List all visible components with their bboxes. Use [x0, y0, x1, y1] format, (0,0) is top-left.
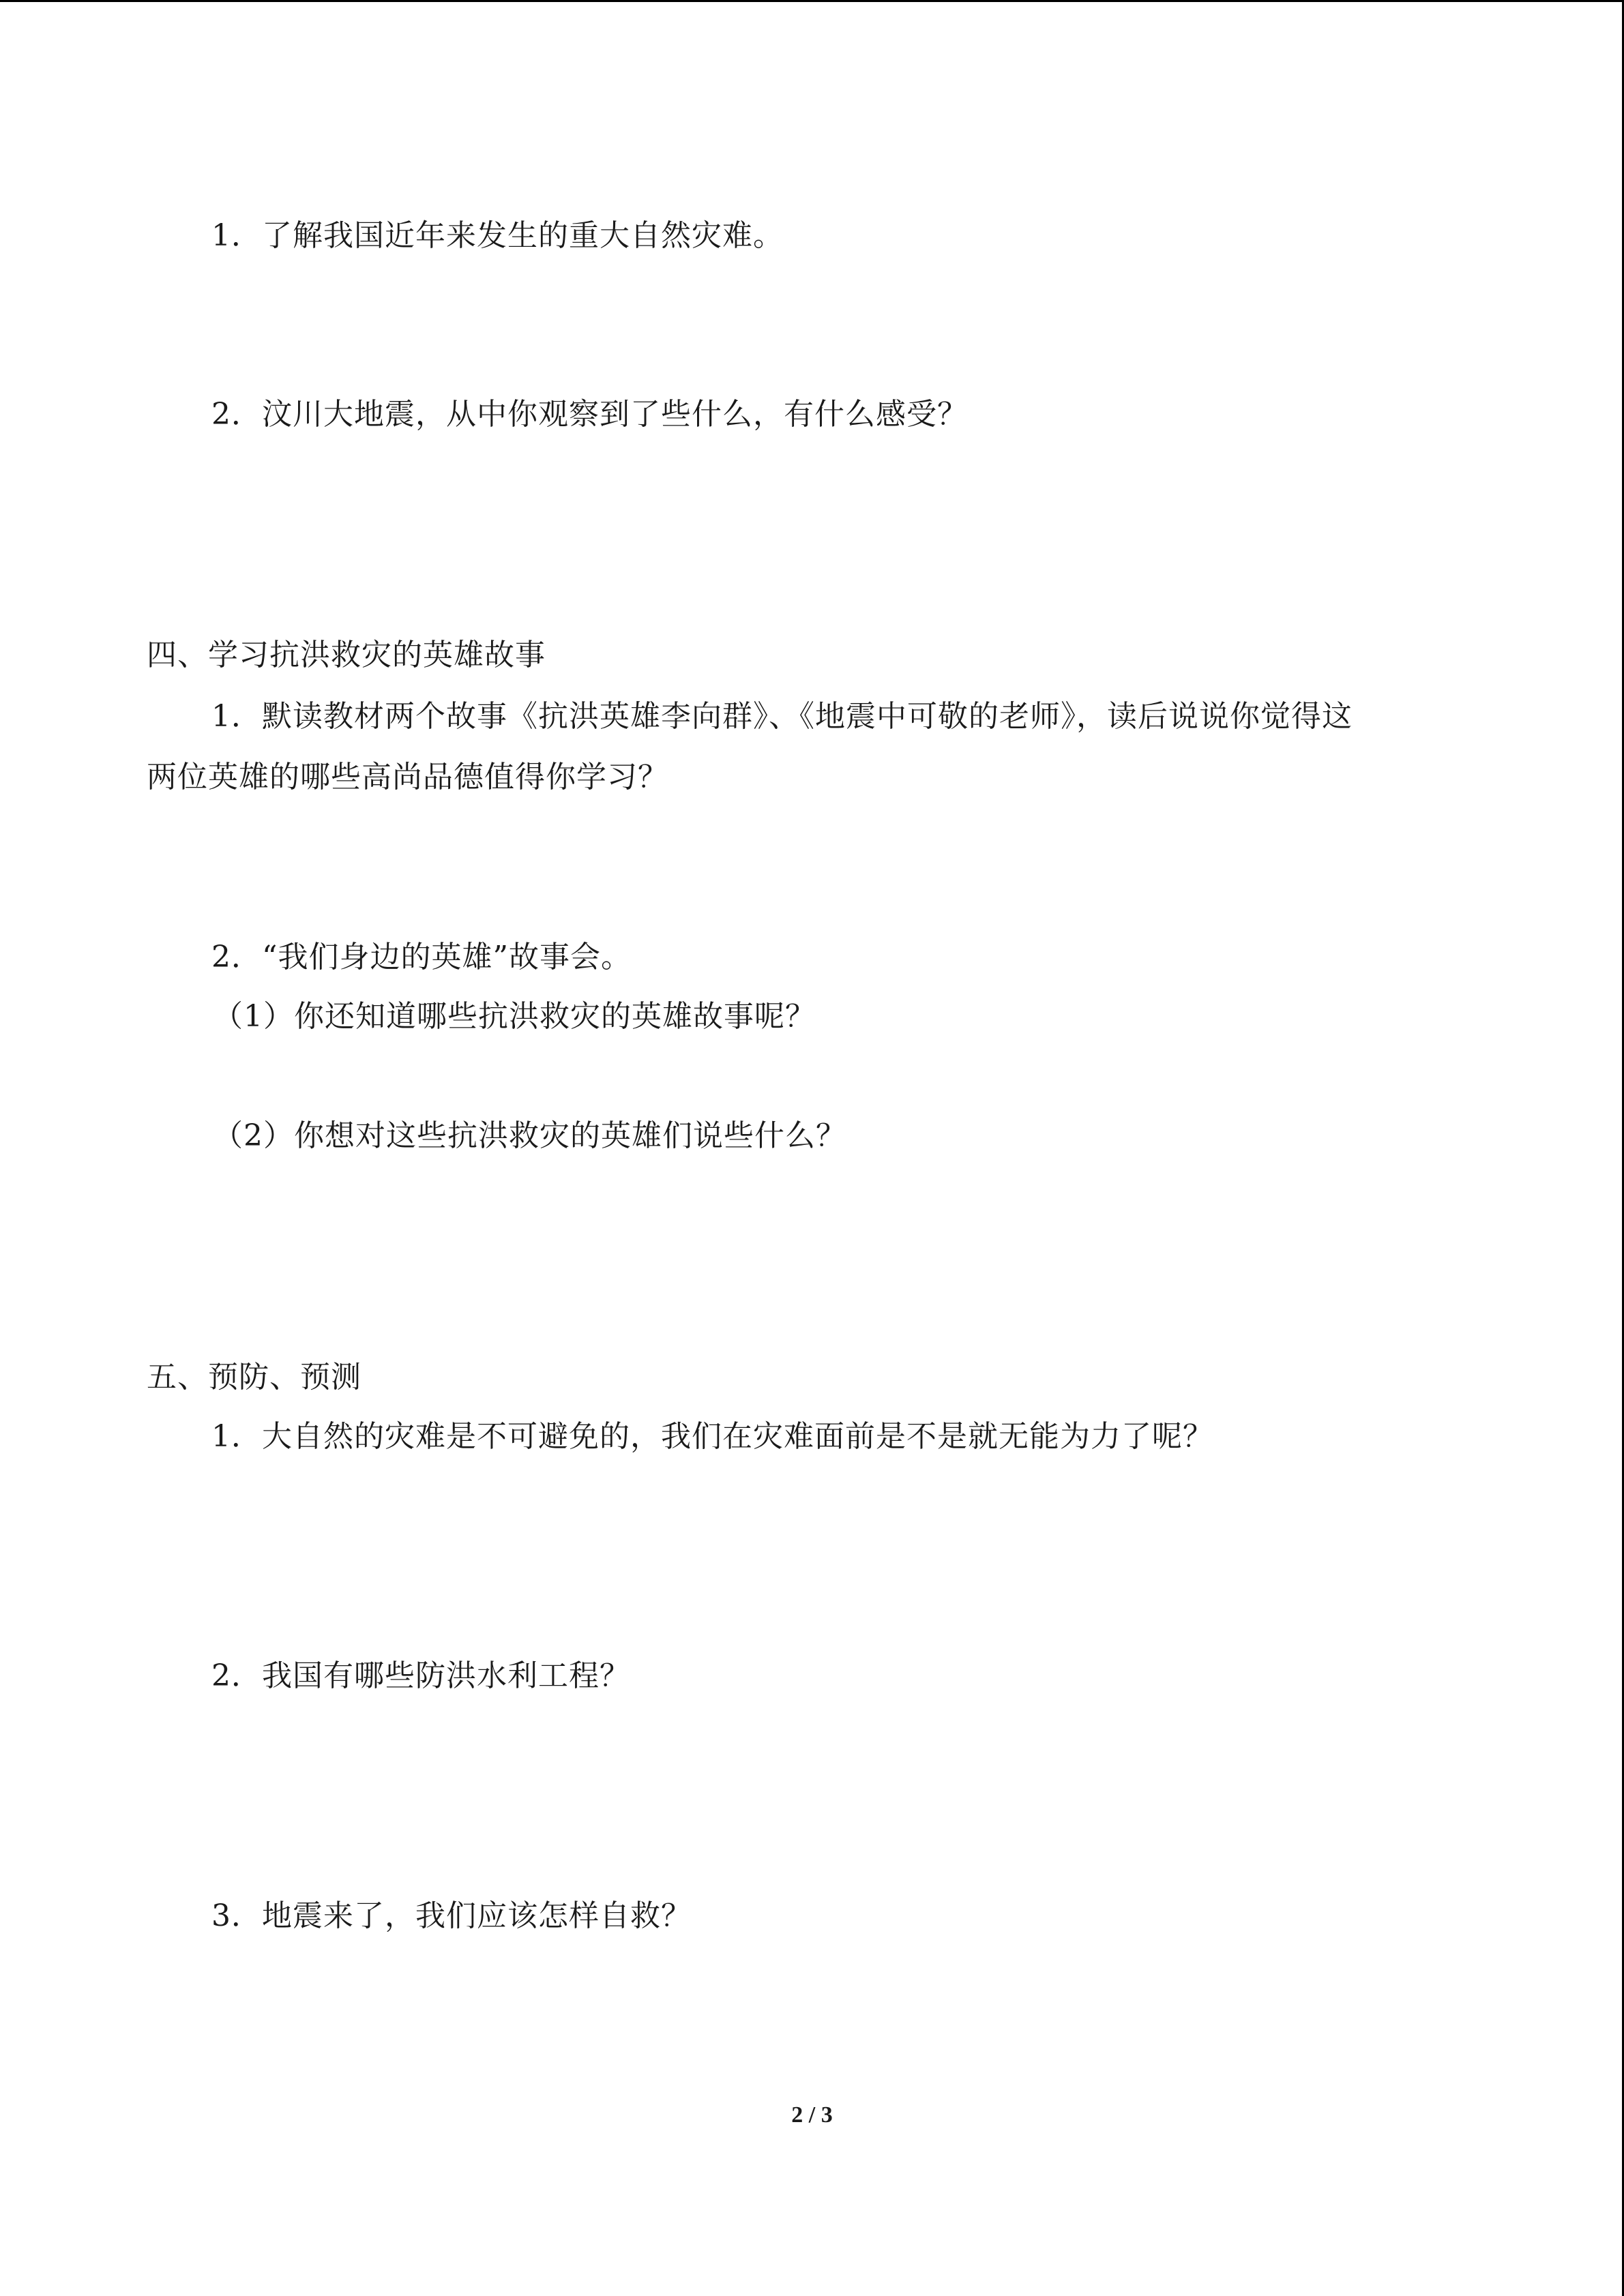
question-4-1-line-2: 两位英雄的哪些高尚品德值得你学习？ — [147, 760, 668, 794]
question-5-2: 2．我国有哪些防洪水利工程？ — [211, 1658, 630, 1693]
question-4-1-line-1: 1．默读教材两个故事《抗洪英雄李向群》、《地震中可敬的老师》，读后说说你觉得这 — [211, 699, 1353, 734]
section-5-heading: 五、预防、预测 — [147, 1360, 361, 1395]
question-5-3: 3．地震来了，我们应该怎样自救？ — [211, 1898, 692, 1933]
question-3-2: 2．汶川大地震，从中你观察到了些什么，有什么感受？ — [211, 397, 968, 432]
question-4-2-sub-1: （1）你还知道哪些抗洪救灾的英雄故事呢？ — [213, 999, 816, 1034]
question-5-1: 1．大自然的灾难是不可避免的，我们在灾难面前是不是就无能为力了呢？ — [211, 1419, 1213, 1454]
section-4-heading: 四、学习抗洪救灾的英雄故事 — [147, 638, 546, 672]
question-4-2: 2．“我们身边的英雄”故事会。 — [211, 940, 632, 974]
question-4-2-sub-2: （2）你想对这些抗洪救灾的英雄们说些什么？ — [213, 1118, 846, 1153]
top-border-line — [0, 0, 1624, 2]
question-3-1: 1．了解我国近年来发生的重大自然灾难。 — [211, 218, 784, 253]
page-number: 2 / 3 — [791, 2102, 833, 2128]
